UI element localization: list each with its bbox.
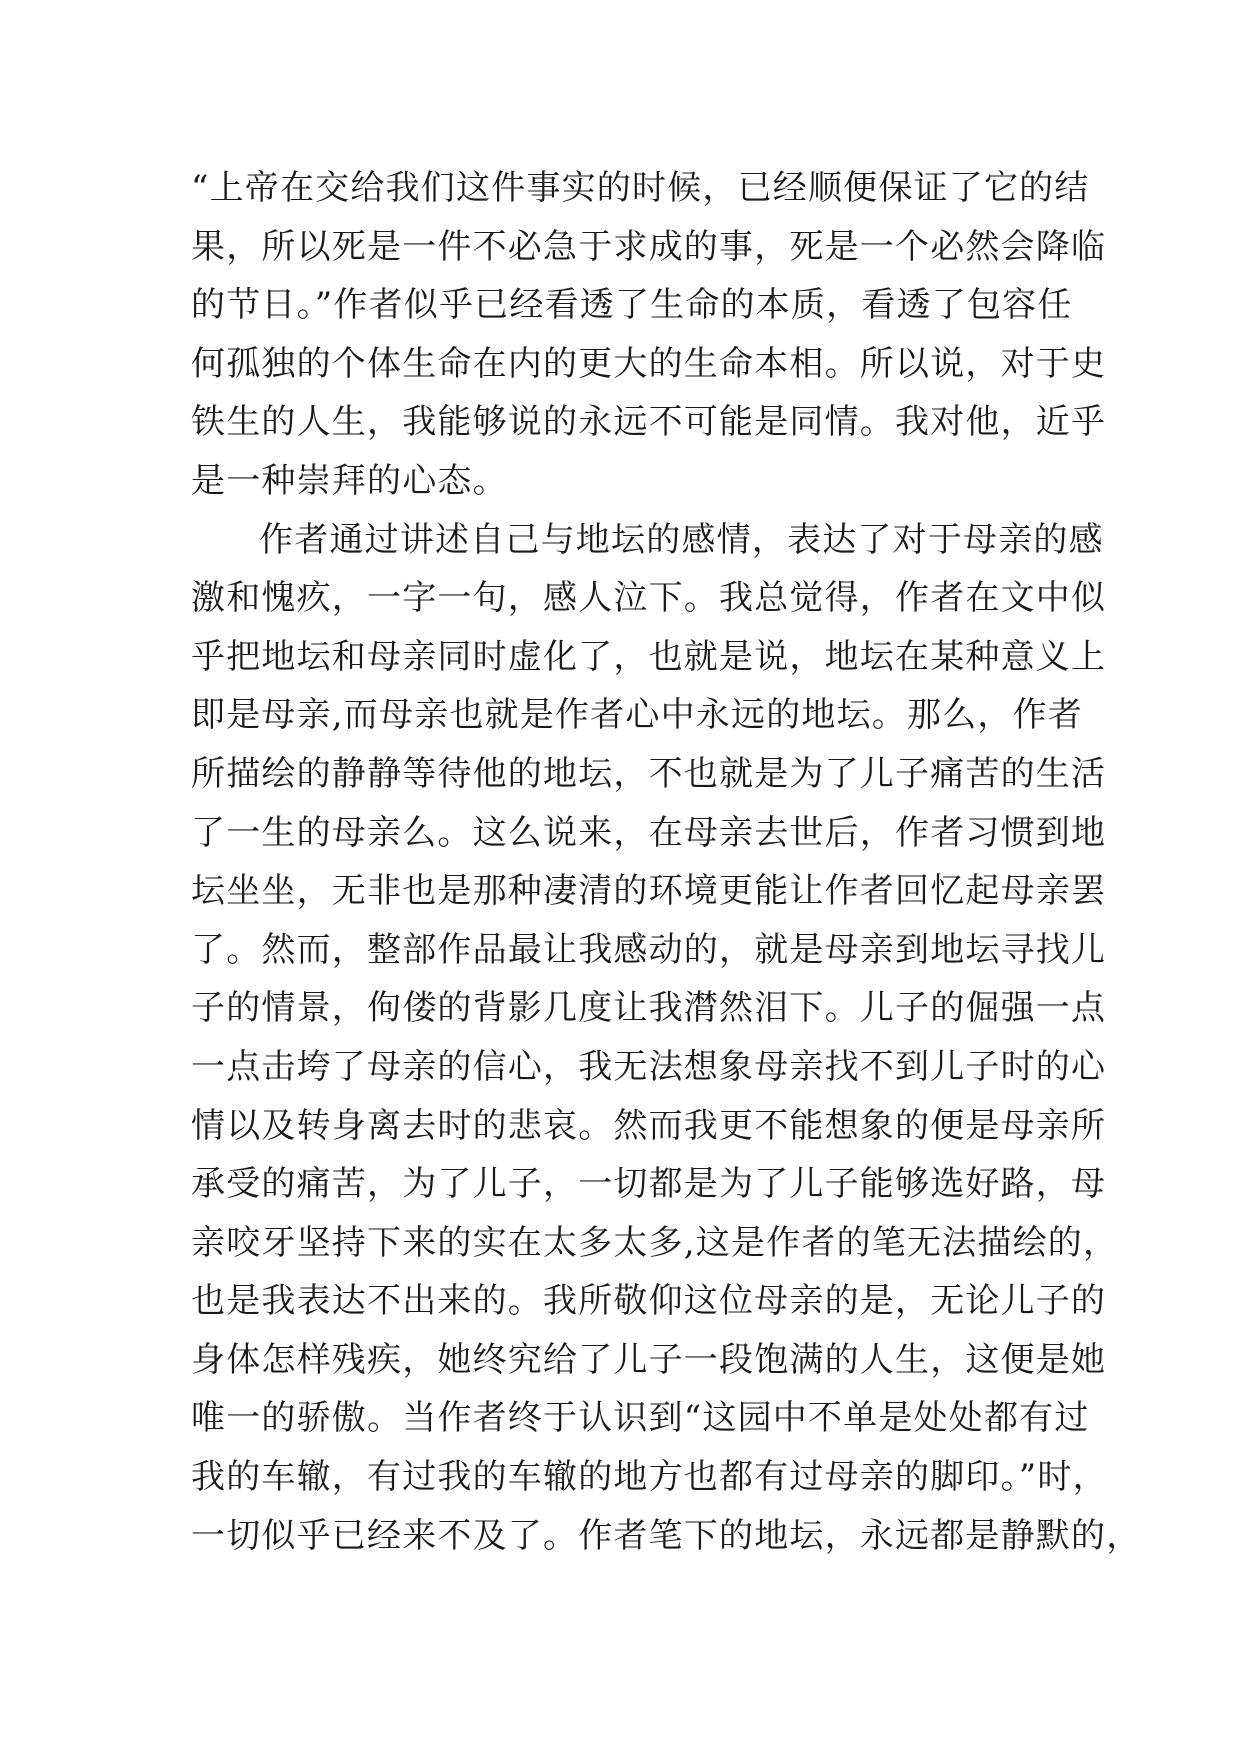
body-text [191, 159, 1142, 1565]
text-line: 即是母亲,而母亲也就是作者心中永远的地坛。那么，作者 [191, 695, 1084, 736]
text-line: 一切似乎已经来不及了。作者笔下的地坛，永远都是静默的， [191, 1515, 1142, 1556]
text-line: 身体怎样残疾，她终究给了儿子一段饱满的人生，这便是她 [191, 1339, 1107, 1380]
text-line: 了一生的母亲么。这么说来，在母亲去世后，作者习惯到地 [191, 812, 1107, 853]
text-line: 是一种崇拜的心态。 [191, 460, 508, 501]
text-line: 我的车辙，有过我的车辙的地方也都有过母亲的脚印。”时， [191, 1457, 1108, 1498]
text-line: 果，所以死是一件不必急于求成的事，死是一个必然会降临 [191, 226, 1107, 267]
text-line: 子的情景，佝偻的背影几度让我潸然泪下。儿子的倔强一点 [191, 988, 1107, 1029]
text-line: 亲咬牙坚持下来的实在太多太多,这是作者的笔无法描绘的， [191, 1222, 1119, 1263]
paragraph-first-line: 作者通过讲述自己与地坛的感情，表达了对于母亲的感 [259, 519, 1104, 560]
text-line: 也是我表达不出来的。我所敬仰这位母亲的是，无论儿子的 [191, 1281, 1107, 1322]
text-line: 所描绘的静静等待他的地坛，不也就是为了儿子痛苦的生活 [191, 753, 1107, 794]
text-line: 激和愧疚，一字一句，感人泣下。我总觉得，作者在文中似 [191, 578, 1107, 619]
text-line: 唯一的骄傲。当作者终于认识到“这园中不单是处处都有过 [191, 1398, 1090, 1439]
text-line: “上帝在交给我们这件事实的时候，已经顺便保证了它的结 [191, 168, 1090, 208]
text-line: 情以及转身离去时的悲哀。然而我更不能想象的便是母亲所 [191, 1105, 1107, 1146]
text-line: 了。然而，整部作品最让我感动的，就是母亲到地坛寻找儿 [191, 929, 1107, 970]
text-line: 一点击垮了母亲的信心，我无法想象母亲找不到儿子时的心 [191, 1046, 1107, 1087]
text-line: 铁生的人生，我能够说的永远不可能是同情。我对他，近乎 [191, 402, 1107, 443]
text-line: 承受的痛苦，为了儿子，一切都是为了儿子能够选好路，母 [191, 1164, 1107, 1205]
text-line: 坛坐坐，无非也是那种凄清的环境更能让作者回忆起母亲罢 [191, 871, 1107, 912]
text-line: 乎把地坛和母亲同时虚化了，也就是说，地坛在某种意义上 [191, 636, 1107, 677]
text-line: 的节日。”作者似乎已经看透了生命的本质，看透了包容任 [191, 285, 1073, 326]
text-line: 何孤独的个体生命在内的更大的生命本相。所以说，对于史 [191, 343, 1107, 384]
